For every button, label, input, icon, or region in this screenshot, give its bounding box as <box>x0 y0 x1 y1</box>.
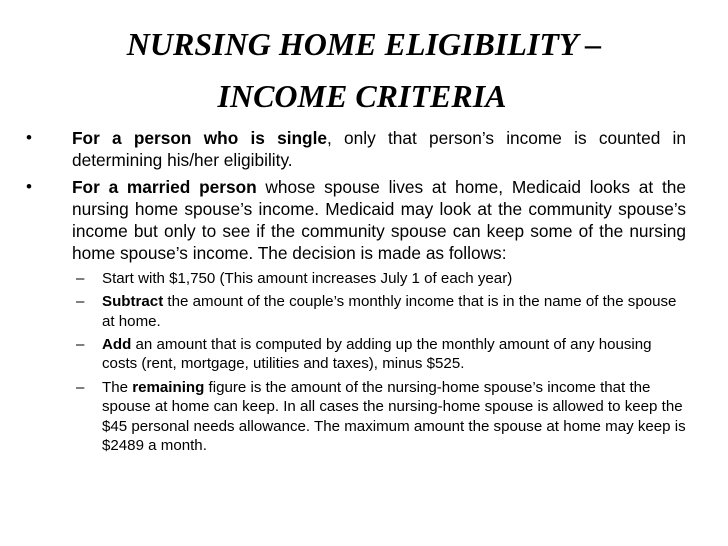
dash-icon: – <box>76 336 85 353</box>
sub-bullet-remaining <box>76 378 686 456</box>
sub-bullet-text: figure is the amount of the nursing-home spouse’s income that the spouse at home can keep. In all cases the nursing-home spouse is allowed to keep the $45 personal needs allowance. The maximum amount the spouse at home may keep is $2489 a month. <box>102 378 686 455</box>
bullet-married-person <box>26 176 686 265</box>
sub-bullet-text: the amount of the couple’s monthly income that is in the name of the spouse at home. <box>102 293 677 330</box>
sub-bullet-subtract <box>76 292 686 331</box>
bullet-single-person <box>26 127 686 172</box>
title-line-1: NURSING HOME ELIGIBILITY – <box>126 26 602 62</box>
sub-bullet-add <box>76 335 686 374</box>
bullet-bold-lead: For a married person <box>72 176 257 197</box>
sub-bullet-start-amount <box>76 269 686 288</box>
sub-bullet-text: Start with $1,750 (This amount increases July 1 of each year) <box>102 269 513 287</box>
dash-icon: – <box>76 378 85 396</box>
bullet-icon: • <box>26 128 32 147</box>
sub-bullet-bold: Add <box>102 336 132 353</box>
sub-bullet-bold: Subtract <box>102 293 164 311</box>
bullet-icon: • <box>26 176 32 196</box>
slide-body <box>0 127 728 459</box>
bullet-text: whose spouse lives at home, Medicaid looks at the nursing home spouse’s income. Medicaid may look at the community spouse’s income but only to see if the community spouse can keep some of the nursing home spouse’s income. The decision is made as follows: <box>72 176 686 264</box>
bullet-text: , only that person’s income is counted in determining his/her eligibility. <box>72 128 686 171</box>
sub-bullet-bold: remaining <box>132 378 205 396</box>
sub-bullet-text: an amount that is computed by adding up the monthly amount of any housing costs (rent, mortgage, utilities and taxes), minus $525. <box>102 336 652 373</box>
bullet-bold-lead: For a person who is single <box>72 128 328 148</box>
sub-bullet-pre: The <box>102 378 133 396</box>
slide-title <box>0 18 728 122</box>
title-line-2: INCOME CRITERIA <box>217 78 507 114</box>
dash-icon: – <box>76 269 85 287</box>
dash-icon: – <box>76 293 85 311</box>
